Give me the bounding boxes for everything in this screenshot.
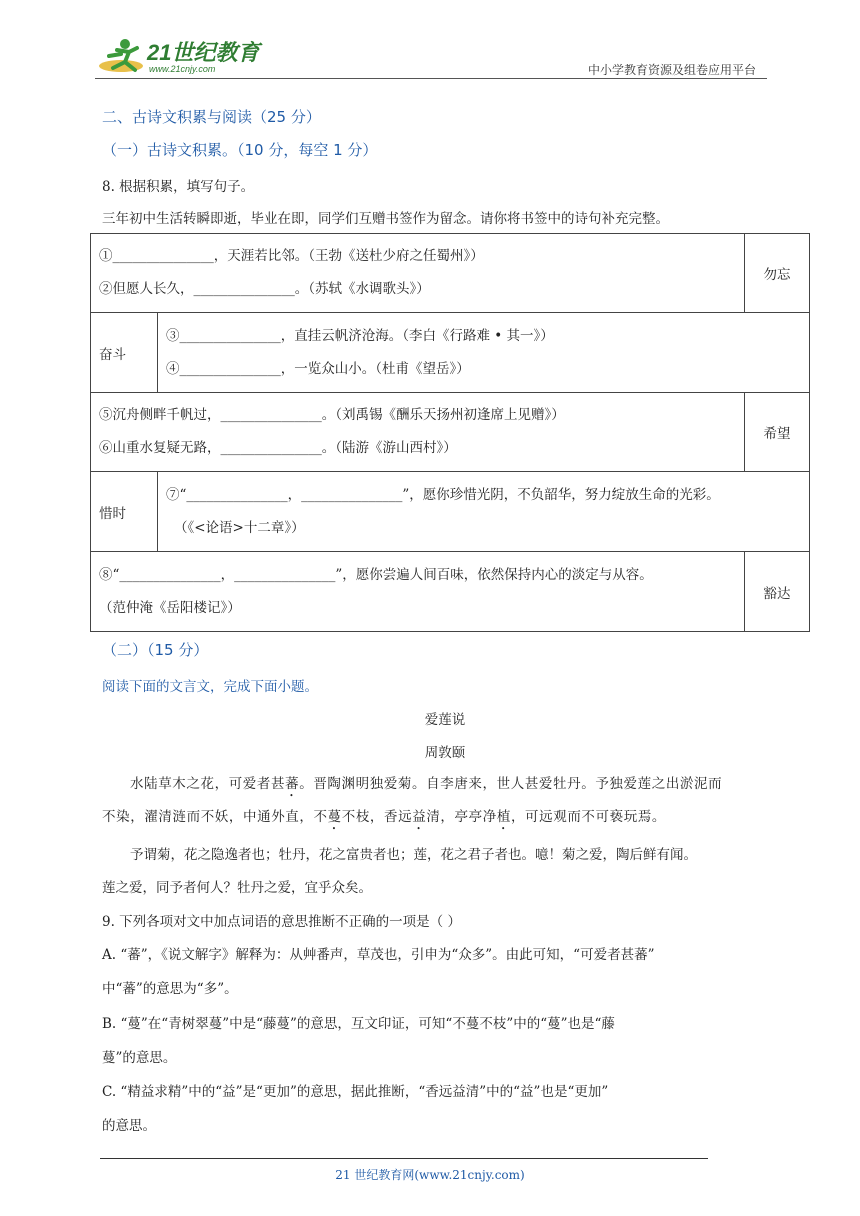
part2-instruction: 阅读下面的文言文，完成下面小题。	[102, 679, 318, 695]
table-row	[91, 234, 810, 313]
bookmark-tag: 惜时	[91, 472, 158, 552]
footer-text: 21 世纪教育网(www.21cnjy.com)	[335, 1168, 525, 1182]
poem-line: ⑥山重水复疑无路，_______________。（陆游《游山西村》）	[99, 440, 457, 456]
option-a-cont: 中“蕃”的意思为“多”。	[102, 981, 238, 997]
option-c: C. “精益求精”中的“益”是“更加”的意思，据此推断，“香远益清”中的“益”也是“更加”	[102, 1084, 609, 1100]
section-title: 二、古诗文积累与阅读（25 分）	[102, 108, 321, 126]
poem-source: （《<论语>十二章》）	[174, 519, 305, 536]
poem-line: ③_______________，直挂云帆济沧海。（李白《行路难 • 其一》）	[166, 327, 554, 344]
bookmark-table	[90, 233, 810, 632]
dotted-word: 益	[412, 809, 427, 825]
essay-title: 爱莲说	[424, 712, 466, 728]
table-row	[91, 393, 810, 472]
bookmark-tag: 奋斗	[91, 313, 158, 393]
essay-paragraph-line: 莲之爱，同予者何人？牡丹之爱，宜乎众矣。	[102, 880, 372, 896]
poem-line: ④_______________，一览众山小。（杜甫《望岳》）	[166, 360, 470, 377]
essay-paragraph-line: 不染，濯清涟而不妖，中通外直，不蔓不枝，香远益清，亭亭净植，可远观而不可亵玩焉。	[102, 809, 667, 825]
table-row	[91, 552, 810, 632]
poem-source: （范仲淹《岳阳楼记》）	[99, 599, 241, 616]
question-8-stem: 8. 根据积累，填写句子。	[102, 179, 255, 195]
bookmark-content	[158, 313, 810, 393]
runner-logo-icon	[95, 36, 265, 78]
table-row	[91, 472, 810, 552]
site-logo	[95, 36, 265, 78]
dotted-word: 植	[496, 809, 511, 825]
poem-line: ②但愿人长久，_______________。（苏轼《水调歌头》）	[99, 281, 430, 297]
bookmark-tag: 希望	[745, 393, 810, 472]
essay-author: 周敦颐	[424, 745, 466, 761]
option-c-cont: 的意思。	[102, 1118, 156, 1134]
option-a: A. “蕃”，《说文解字》解释为：从艸番声，草茂也，引申为“众多”。由此可知，“可爱者甚蕃”	[102, 947, 655, 963]
option-b: B. “蔓”在“青树翠蔓”中是“藤蔓”的意思，互文印证，可知“不蔓不枝”中的“蔓”也是“藤	[102, 1016, 615, 1032]
poem-line: ⑧“_______________，_______________”，愿你尝遍人间百味，依然保持内心的淡定与从容。	[99, 566, 653, 583]
question-8-intro: 三年初中生活转瞬即逝，毕业在即，同学们互赠书签作为留念。请你将书签中的诗句补充完整。	[102, 211, 669, 227]
bookmark-tag: 豁达	[745, 552, 810, 632]
bookmark-tag: 勿忘	[745, 234, 810, 313]
dotted-word: 蔓	[327, 809, 342, 825]
part2-title: （二）（15 分）	[102, 641, 209, 659]
poem-line: ⑦“_______________，_______________”，愿你珍惜光阴，不负韶华，努力绽放生命的光彩。	[166, 486, 720, 503]
svg-text:21世纪教育: 21世纪教育	[147, 40, 260, 65]
bookmark-content	[91, 552, 745, 632]
poem-line: ⑤沉舟侧畔千帆过，_______________。（刘禹锡《酬乐天扬州初逢席上见赠》）	[99, 407, 565, 423]
table-row	[91, 313, 810, 393]
bookmark-content	[158, 472, 810, 552]
bookmark-content	[91, 393, 745, 472]
svg-text:www.21cnjy.com: www.21cnjy.com	[149, 64, 216, 74]
header-divider	[95, 78, 767, 79]
essay-paragraph-line: 水陆草木之花，可爱者甚蕃。晋陶渊明独爱菊。自李唐来，世人甚爱牡丹。予独爱莲之出淤泥而	[130, 776, 723, 792]
option-b-cont: 蔓”的意思。	[102, 1050, 177, 1066]
part1-title: （一）古诗文积累。（10 分，每空 1 分）	[102, 141, 378, 159]
essay-paragraph-line: 予谓菊，花之隐逸者也；牡丹，花之富贵者也；莲，花之君子者也。噫！菊之爱，陶后鲜有闻。	[130, 847, 697, 863]
question-9-stem: 9. 下列各项对文中加点词语的意思推断不正确的一项是（ ）	[102, 914, 461, 930]
poem-line: ①_______________，天涯若比邻。（王勃《送杜少府之任蜀州》）	[99, 248, 484, 264]
platform-name: 中小学教育资源及组卷应用平台	[587, 63, 756, 77]
dotted-word: 蕃	[285, 776, 300, 792]
bookmark-content	[91, 234, 745, 313]
footer-divider	[100, 1158, 708, 1159]
